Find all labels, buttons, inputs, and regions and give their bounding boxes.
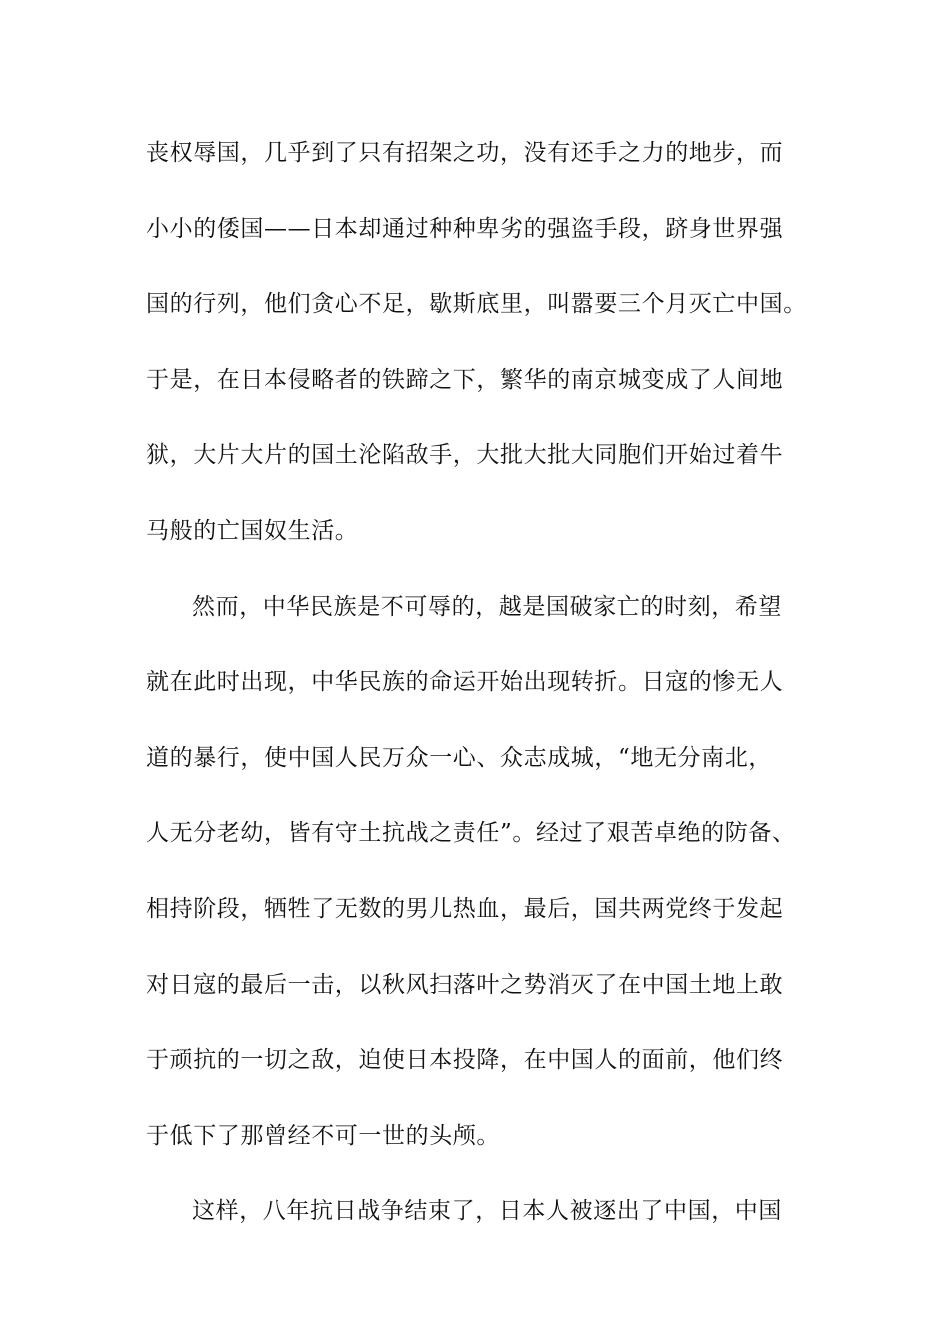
text-line: 于顽抗的一切之敌，迫使日本投降，在中国人的面前，他们终 [146, 1047, 784, 1074]
text-line: 于低下了那曾经不可一世的头颅。 [146, 1122, 500, 1149]
paragraph-start-line: 然而，中华民族是不可辱的，越是国破家亡的时刻，希望 [192, 593, 782, 620]
text-line: 道的暴行，使中国人民万众一心、众志成城，“地无分南北， [146, 744, 772, 771]
text-line: 丧权辱国，几乎到了只有招架之功，没有还手之力的地步，而 [146, 140, 784, 166]
text-line: 人无分老幼，皆有守土抗战之责任”。经过了艰苦卓绝的防备、 [146, 820, 796, 847]
text-line: 就在此时出现，中华民族的命运开始出现转折。日寇的惨无人 [146, 669, 784, 696]
text-line: 相持阶段，牺牲了无数的男儿热血，最后，国共两党终于发起 [146, 895, 784, 922]
text-line: 对日寇的最后一击，以秋风扫落叶之势消灭了在中国土地上敢 [146, 971, 784, 998]
paragraph-start-line: 这样，八年抗日战争结束了，日本人被逐出了中国，中国 [192, 1198, 782, 1225]
text-line: 小小的倭国——日本却通过种种卑劣的强盗手段，跻身世界强 [146, 215, 784, 242]
text-line: 马般的亡国奴生活。 [146, 517, 359, 544]
text-line: 狱，大片大片的国土沦陷敌手，大批大批大同胞们开始过着牛 [146, 442, 784, 469]
body-text [146, 131, 836, 1265]
text-line: 于是，在日本侵略者的铁蹄之下，繁华的南京城变成了人间地 [146, 366, 784, 393]
text-line: 国的行列，他们贪心不足，歇斯底里，叫嚣要三个月灭亡中国。 [146, 291, 807, 318]
